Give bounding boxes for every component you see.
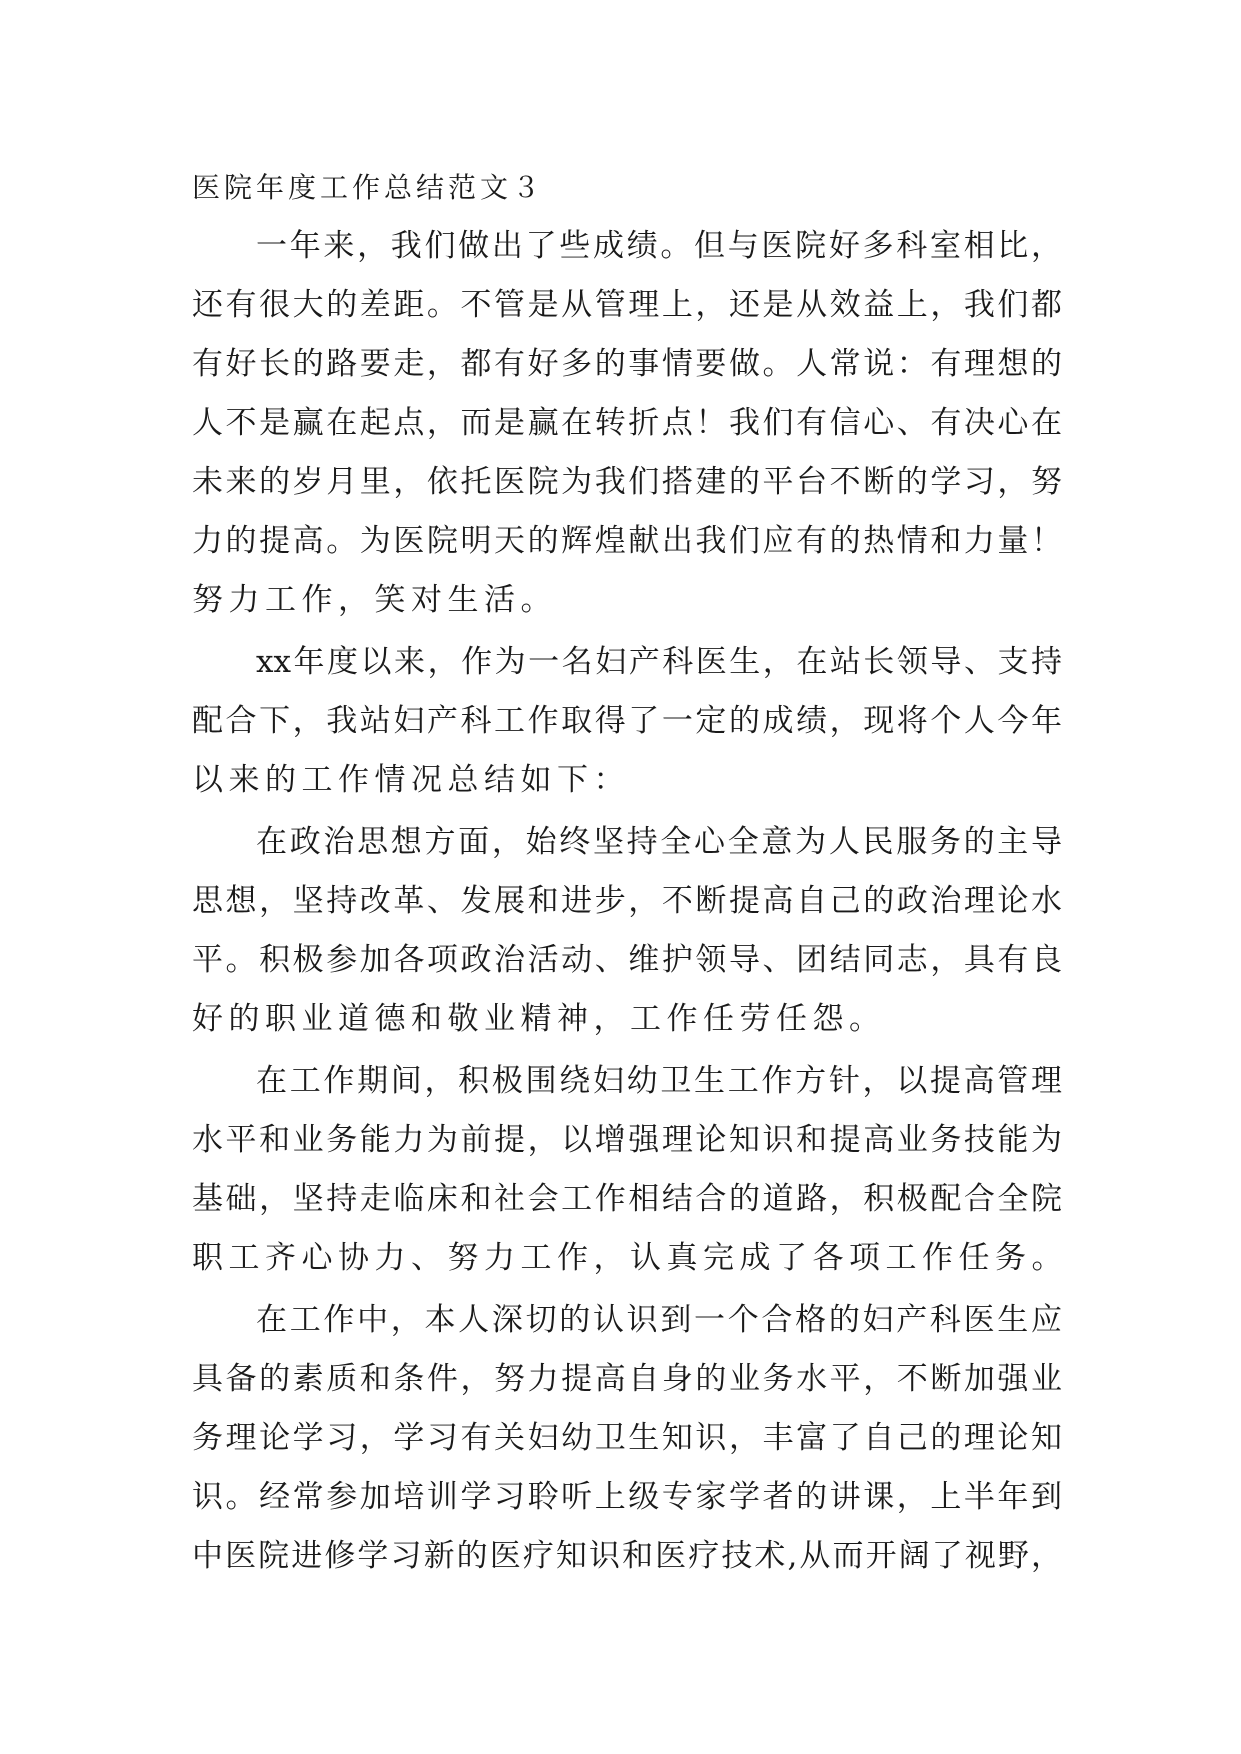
text-line: 人不是赢在起点，而是赢在转折点！我们有信心、有决心在 <box>192 405 1062 441</box>
document-title: 医院年度工作总结范文３ <box>192 171 545 204</box>
text-line: 基础，坚持走临床和社会工作相结合的道路，积极配合全院 <box>192 1181 1062 1217</box>
text-line: 中医院进修学习新的医疗知识和医疗技术,从而开阔了视野， <box>192 1538 1062 1574</box>
text-line: 一年来，我们做出了些成绩。但与医院好多科室相比， <box>256 228 1062 264</box>
text-line: 在工作中，本人深切的认识到一个合格的妇产科医生应 <box>256 1302 1062 1338</box>
text-line: 未来的岁月里，依托医院为我们搭建的平台不断的学习，努 <box>192 464 1062 500</box>
text-line: 好的职业道德和敬业精神，工作任劳任怨。 <box>192 1001 886 1037</box>
text-line: 在工作期间，积极围绕妇幼卫生工作方针，以提高管理 <box>256 1063 1062 1099</box>
text-line: 具备的素质和条件，努力提高自身的业务水平，不断加强业 <box>192 1361 1062 1397</box>
text-line: 水平和业务能力为前提，以增强理论知识和提高业务技能为 <box>192 1122 1062 1158</box>
text-line: 平。积极参加各项政治活动、维护领导、团结同志，具有良 <box>192 942 1062 978</box>
text-line: 配合下，我站妇产科工作取得了一定的成绩，现将个人今年 <box>192 703 1062 739</box>
text-line: 努力工作，笑对生活。 <box>192 582 557 618</box>
text-line: 务理论学习，学习有关妇幼卫生知识，丰富了自己的理论知 <box>192 1420 1062 1456</box>
text-line: 思想，坚持改革、发展和进步，不断提高自己的政治理论水 <box>192 883 1062 919</box>
text-line: 识。经常参加培训学习聆听上级专家学者的讲课，上半年到 <box>192 1479 1062 1515</box>
text-line: 力的提高。为医院明天的辉煌献出我们应有的热情和力量！ <box>192 523 1062 559</box>
text-line: 职工齐心协力、努力工作，认真完成了各项工作任务。 <box>192 1240 1068 1276</box>
text-line: 在政治思想方面，始终坚持全心全意为人民服务的主导 <box>256 824 1062 860</box>
text-line: 还有很大的差距。不管是从管理上，还是从效益上，我们都 <box>192 287 1062 323</box>
text-line: 有好长的路要走，都有好多的事情要做。人常说：有理想的 <box>192 346 1062 382</box>
text-line: 以来的工作情况总结如下： <box>192 762 630 798</box>
text-line: xx年度以来，作为一名妇产科医生，在站长领导、支持 <box>256 644 1062 680</box>
